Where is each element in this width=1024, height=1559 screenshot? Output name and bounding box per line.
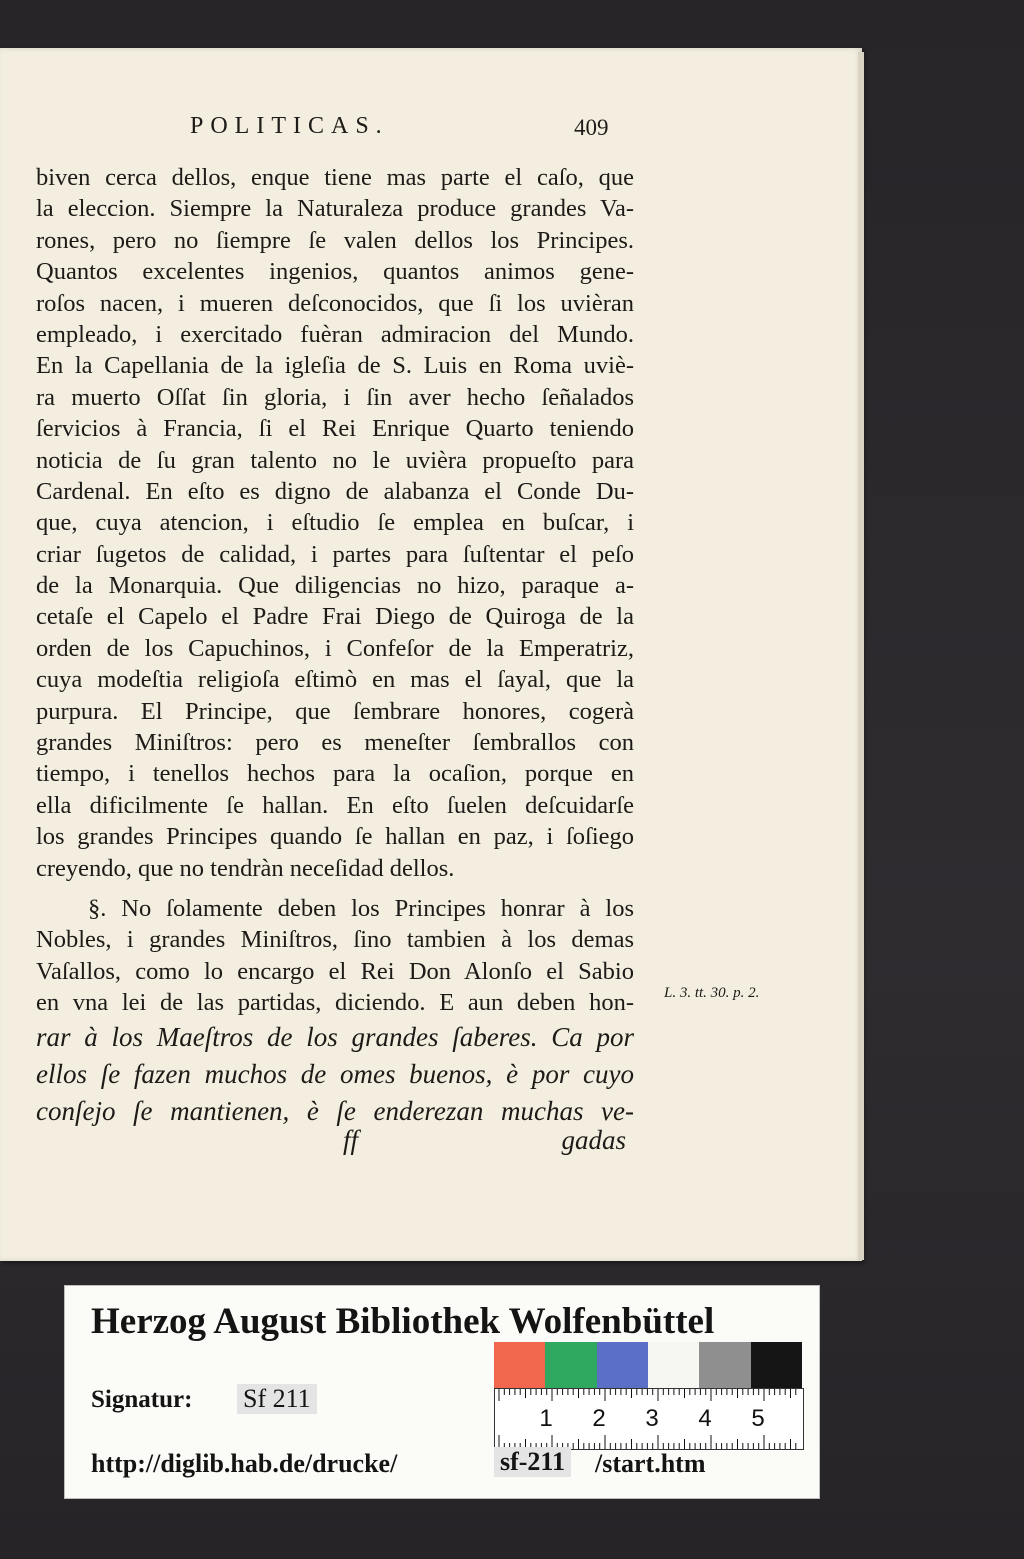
color-calibration-strip [494, 1342, 802, 1388]
ruler-number: 1 [539, 1405, 553, 1432]
signatur-value: Sf 211 [237, 1384, 317, 1414]
text-line: En la Capellania de la igleſia de S. Luis en Roma uviè- [36, 352, 634, 380]
color-swatch [648, 1342, 699, 1388]
body-text [36, 162, 634, 1130]
page-edge [858, 52, 864, 1260]
color-swatch [597, 1342, 648, 1388]
signatur-label: Signatur: [91, 1386, 193, 1413]
text-line: grandes Miniſtros: pero es meneſter ſembrallos con [36, 729, 634, 757]
url-id: sf-211 [494, 1447, 571, 1477]
color-swatch [751, 1342, 802, 1388]
text-line: tiempo, i tenellos hechos para la ocaſion, porque en [36, 760, 634, 788]
text-line: la eleccion. Siempre la Naturaleza produce grandes Va- [36, 195, 634, 223]
page-footer [36, 1125, 634, 1165]
text-line: ſervicios à Francia, ſi el Rei Enrique Quarto teniendo [36, 415, 634, 443]
library-label-card [64, 1285, 820, 1499]
text-line: cuya modeſtia religioſa eſtimò en mas el ſayal, que la [36, 666, 634, 694]
text-line: rones, pero no ſiempre ſe valen dellos los Principes. [36, 226, 634, 254]
text-line: noticia de ſu gran talento no le uvièra propueſto para [36, 446, 634, 474]
color-swatch [545, 1342, 596, 1388]
text-line: Cardenal. En eſto es digno de alabanza el Conde Du- [36, 477, 634, 505]
text-line: ra muerto Oſſat ſin gloria, i ſin aver hecho ſeñalados [36, 383, 634, 411]
scale-ruler [494, 1388, 804, 1450]
text-line: en vna lei de las partidas, diciendo. E aun deben hon- [36, 989, 634, 1017]
color-swatch [494, 1342, 545, 1388]
library-name: Herzog August Bibliothek Wolfenbüttel [91, 1301, 715, 1342]
ruler-number: 4 [698, 1405, 712, 1432]
text-line: que, cuya atencion, i eſtudio ſe emplea en buſcar, i [36, 509, 634, 537]
url-base: http://diglib.hab.de/drucke/ [91, 1449, 398, 1478]
text-line: §. No ſolamente deben los Principes honrar à los [88, 894, 634, 922]
text-line: roſos nacen, i mueren deſconocidos, que ſi los uvièran [36, 289, 634, 317]
text-line: creyendo, que no tendràn neceſidad dellos. [36, 854, 455, 882]
text-line: ella dificilmente ſe hallan. En eſto ſuelen deſcuidarſe [36, 791, 634, 819]
text-line: empleado, i exercitado fuèran admiracion del Mundo. [36, 320, 634, 348]
paragraph-gap [36, 884, 634, 893]
text-line: Quantos excelentes ingenios, quantos animos gene- [36, 258, 634, 286]
quote-line: conſejo ſe mantienen, è ſe enderezan muchas ve- [36, 1096, 634, 1127]
margin-note: L. 3. tt. 30. p. 2. [664, 985, 760, 1001]
text-line: de la Monarquia. Que diligencias no hizo, paraque a- [36, 572, 634, 600]
quote-line: rar à los Maeſtros de los grandes ſaberes. Ca por [36, 1021, 634, 1052]
text-line: cetaſe el Capelo el Padre Frai Diego de Quiroga de la [36, 603, 634, 631]
text-line: Nobles, i grandes Miniſtros, ſino tambien à los demas [36, 926, 634, 954]
text-line: los grandes Principes quando ſe hallan en paz, i ſoſiego [36, 823, 634, 851]
running-head: POLITICAS. [190, 113, 389, 139]
catchword: gadas [561, 1125, 626, 1155]
color-swatch [699, 1342, 750, 1388]
quote-line: ellos ſe fazen muchos de omes buenos, è por cuyo [36, 1058, 634, 1089]
ruler-number: 5 [751, 1405, 765, 1432]
text-line: orden de los Capuchinos, i Confeſor de la Emperatriz, [36, 634, 634, 662]
signature-mark: ff [343, 1125, 359, 1155]
text-line: biven cerca dellos, enque tiene mas parte el caſo, que [36, 164, 634, 191]
text-line: criar ſugetos de calidad, i partes para ſuſtentar el peſo [36, 540, 634, 568]
text-line: purpura. El Principe, que ſembrare honores, cogerà [36, 697, 634, 725]
page-number: 409 [574, 115, 609, 140]
ruler-number: 3 [645, 1405, 659, 1432]
url-suffix: /start.htm [595, 1449, 706, 1478]
text-line: Vaſallos, como lo encargo el Rei Don Alonſo el Sabio [36, 957, 634, 985]
ruler-number: 2 [592, 1405, 606, 1432]
